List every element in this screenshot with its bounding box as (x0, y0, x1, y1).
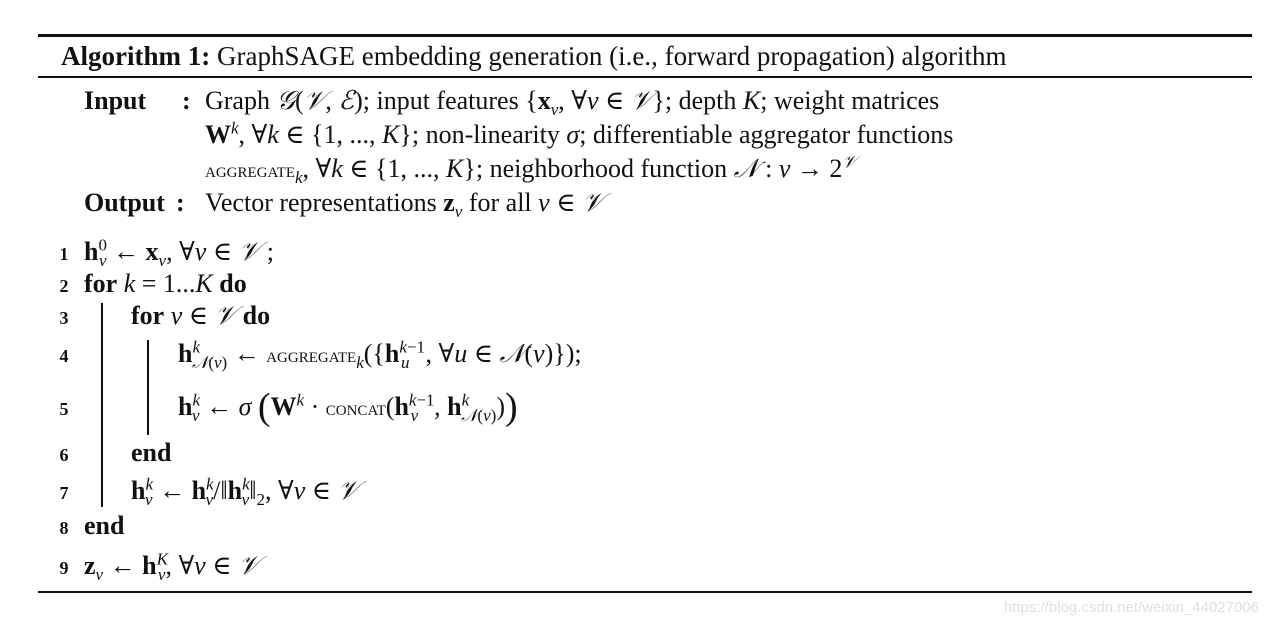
output-label: Output (84, 188, 165, 217)
statement-9: $z_v$ ← $h^K_v$, ∀v ∈ 𝒱 (84, 549, 260, 585)
output-text: Vector representations $z_v$ for all v ∈ 𝒱 (205, 188, 604, 222)
bottom-rule (38, 591, 1252, 593)
algorithm-caption: GraphSAGE embedding generation (i.e., forward propagation) algorithm (216, 41, 1007, 71)
line-number-8: 8 (59, 518, 69, 538)
algorithm-label: Algorithm 1: (61, 41, 211, 71)
input-line-3: aggregate$_k$, ∀k ∈ {1, ..., K}; neighborhood function 𝒩 : $v \to 2^𝒱$ (205, 152, 857, 188)
line-number-9: 9 (59, 558, 69, 578)
line-number-3: 3 (59, 308, 69, 328)
statement-4: $h^k_{𝒩(v)}$ ← $aggregate_k(\{h^{k-1}_u$ , ∀u ∈ 𝒩(v)}); (178, 337, 582, 374)
statement-1: $h^0_v$ ← $x_v$, ∀v ∈ 𝒱 ; (84, 235, 274, 271)
line-number-4: 4 (59, 346, 69, 366)
statement-3: for v ∈ 𝒱 do (131, 301, 271, 331)
statement-6: end (131, 438, 172, 467)
line-number-7: 7 (59, 483, 69, 503)
output-colon: : (176, 188, 185, 217)
statement-8: end (84, 511, 125, 540)
statement-7: $h^k_v$ ← $h^k_v/‖h^k_v‖_2$, ∀v ∈ 𝒱 (131, 474, 360, 510)
inner-loop-bar (147, 340, 149, 435)
input-label: Input (84, 86, 147, 115)
line-number-2: 2 (59, 276, 69, 296)
algorithm-title (61, 39, 1007, 73)
input-line-1: Graph 𝒢(𝒱, ℰ); input features {$x_v$, ∀v ∈ 𝒱}; depth K; weight matrices (205, 86, 940, 120)
outer-loop-bar (101, 303, 103, 507)
line-number-1: 1 (59, 244, 69, 264)
input-colon: : (182, 86, 191, 115)
statement-2: for k = 1...K do (84, 269, 247, 298)
top-rule (38, 34, 1252, 37)
line-number-6: 6 (59, 445, 69, 465)
watermark: https://blog.csdn.net/weixin_44027006 (1003, 599, 1259, 616)
line-number-5: 5 (59, 399, 69, 419)
input-line-2: $W^k$, ∀k ∈ {1, ..., K}; non-linearity σ; differentiable aggregator functions (205, 118, 954, 149)
statement-5: $h^k_v$ ← σ ($W^k$ · $concat(h^{k-1}_v$ , $h^k_{𝒩(v)}$)) (178, 386, 518, 428)
title-rule (38, 76, 1252, 78)
